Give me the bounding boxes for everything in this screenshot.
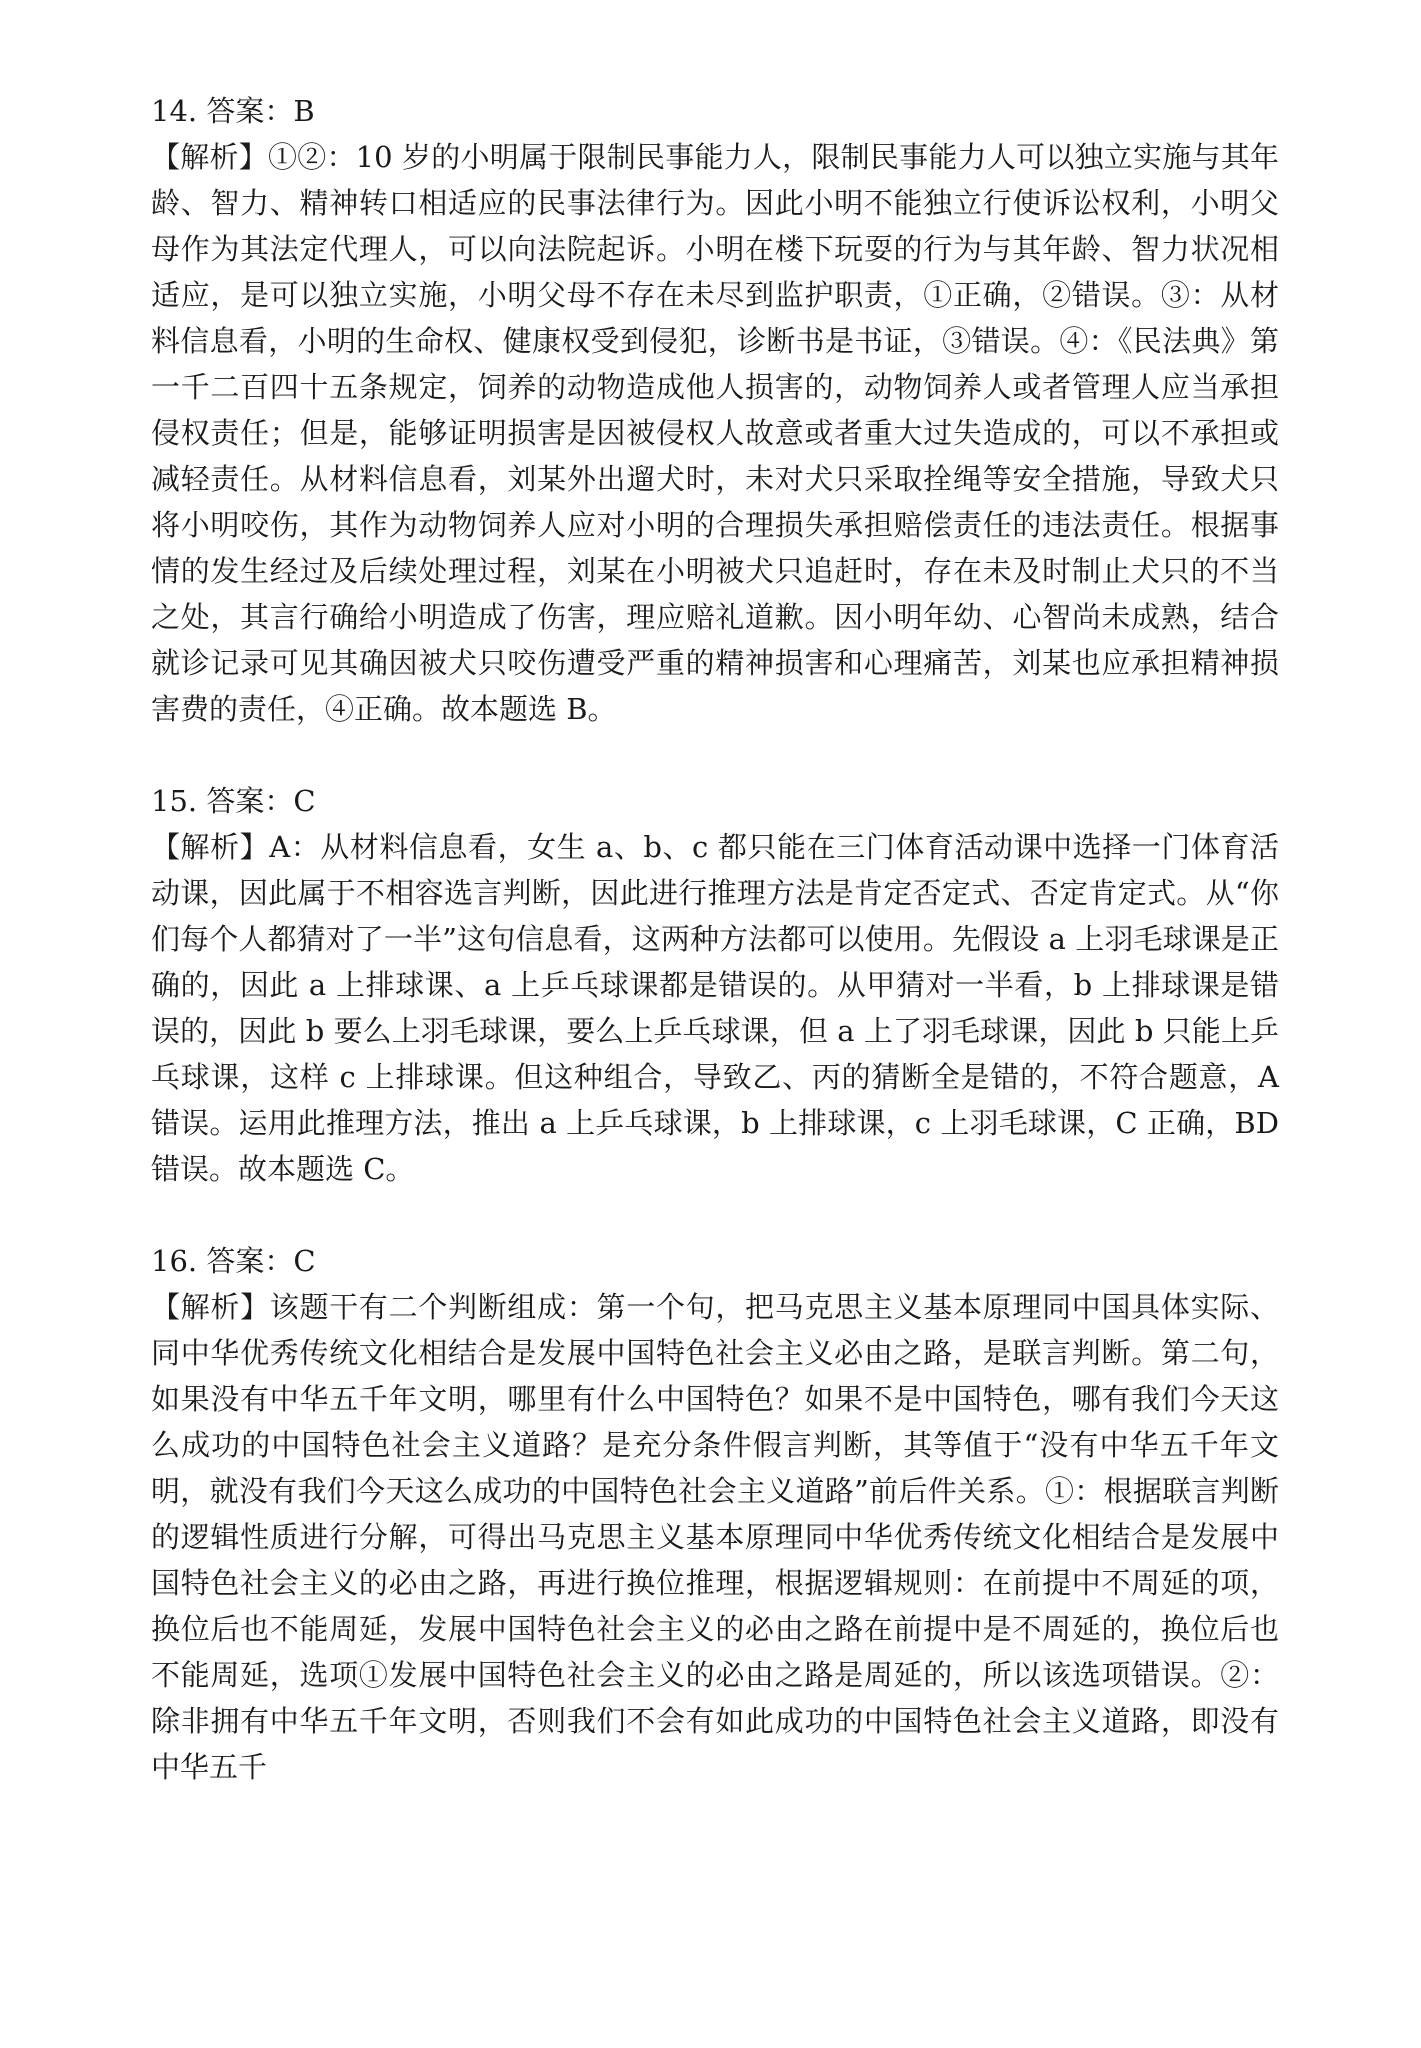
analysis-paragraph: 【解析】①②：10 岁的小明属于限制民事能力人，限制民事能力人可以独立实施与其年龄、智力、精神转口相适应的民事法律行为。因此小明不能独立行使诉讼权利，小明父母作为其法定代理人，可以向法院起诉。小明在楼下玩耍的行为与其年龄、智力状况相适应，是可以独立实施，小明父母不存在未尽到监护职责，①正确，②错误。③：从材料信息看，小明的生命权、健康权受到侵犯，诊断书是书证，③错误。④：《民法典》第一千二百四十五条规定，饲养的动物造成他人损害的，动物饲养人或者管理人应当承担侵权责任；但是，能够证明损害是因被侵权人故意或者重大过失造成的，可以不承担或减轻责任。从材料信息看，刘某外出遛犬时，未对犬只采取拴绳等安全措施，导致犬只将小明咬伤，其作为动物饲养人应对小明的合理损失承担赔偿责任的违法责任。根据事情的发生经过及后续处理过程，刘某在小明被犬只追赶时，存在未及时制止犬只的不当之处，其言行确给小明造成了伤害，理应赔礼道歉。因小明年幼、心智尚未成熟，结合就诊记录可见其确因被犬只咬伤遭受严重的精神损害和心理痛苦，刘某也应承担精神损害费的责任，④正确。故本题选 B。 (151, 140, 1279, 726)
answer-line: 15. 答案：C (151, 784, 316, 818)
question-16 (151, 1238, 1279, 1790)
analysis-paragraph: 【解析】A：从材料信息看，女生 a、b、c 都只能在三门体育活动课中选择一门体育活动课，因此属于不相容选言判断，因此进行推理方法是肯定否定式、否定肯定式。从“你们每个人都猜对了一半”这句信息看，这两种方法都可以使用。先假设 a 上羽毛球课是正确的，因此 a 上排球课、a 上乒乓球课都是错误的。从甲猜对一半看，b 上排球课是错误的，因此 b 要么上羽毛球课，要么上乒乓球课，但 a 上了羽毛球课，因此 b 只能上乒乓球课，这样 c 上排球课。但这种组合，导致乙、丙的猜断全是错的，不符合题意，A 错误。运用此推理方法，推出 a 上乒乓球课，b 上排球课，c 上羽毛球课，C 正确，BD 错误。故本题选 C。 (151, 830, 1279, 1186)
question-15 (151, 778, 1279, 1192)
answer-line: 16. 答案：C (151, 1244, 316, 1278)
answer-line: 14. 答案：B (151, 94, 315, 128)
answer-document (151, 88, 1279, 1790)
question-14 (151, 88, 1279, 732)
analysis-paragraph: 【解析】该题干有二个判断组成：第一个句，把马克思主义基本原理同中国具体实际、同中华优秀传统文化相结合是发展中国特色社会主义必由之路，是联言判断。第二句，如果没有中华五千年文明，哪里有什么中国特色？如果不是中国特色，哪有我们今天这么成功的中国特色社会主义道路？是充分条件假言判断，其等值于“没有中华五千年文明，就没有我们今天这么成功的中国特色社会主义道路”前后件关系。①：根据联言判断的逻辑性质进行分解，可得出马克思主义基本原理同中华优秀传统文化相结合是发展中国特色社会主义的必由之路，再进行换位推理，根据逻辑规则：在前提中不周延的项，换位后也不能周延，发展中国特色社会主义的必由之路在前提中是不周延的，换位后也不能周延，选项①发展中国特色社会主义的必由之路是周延的，所以该选项错误。②：除非拥有中华五千年文明，否则我们不会有如此成功的中国特色社会主义道路，即没有中华五千 (151, 1290, 1279, 1784)
